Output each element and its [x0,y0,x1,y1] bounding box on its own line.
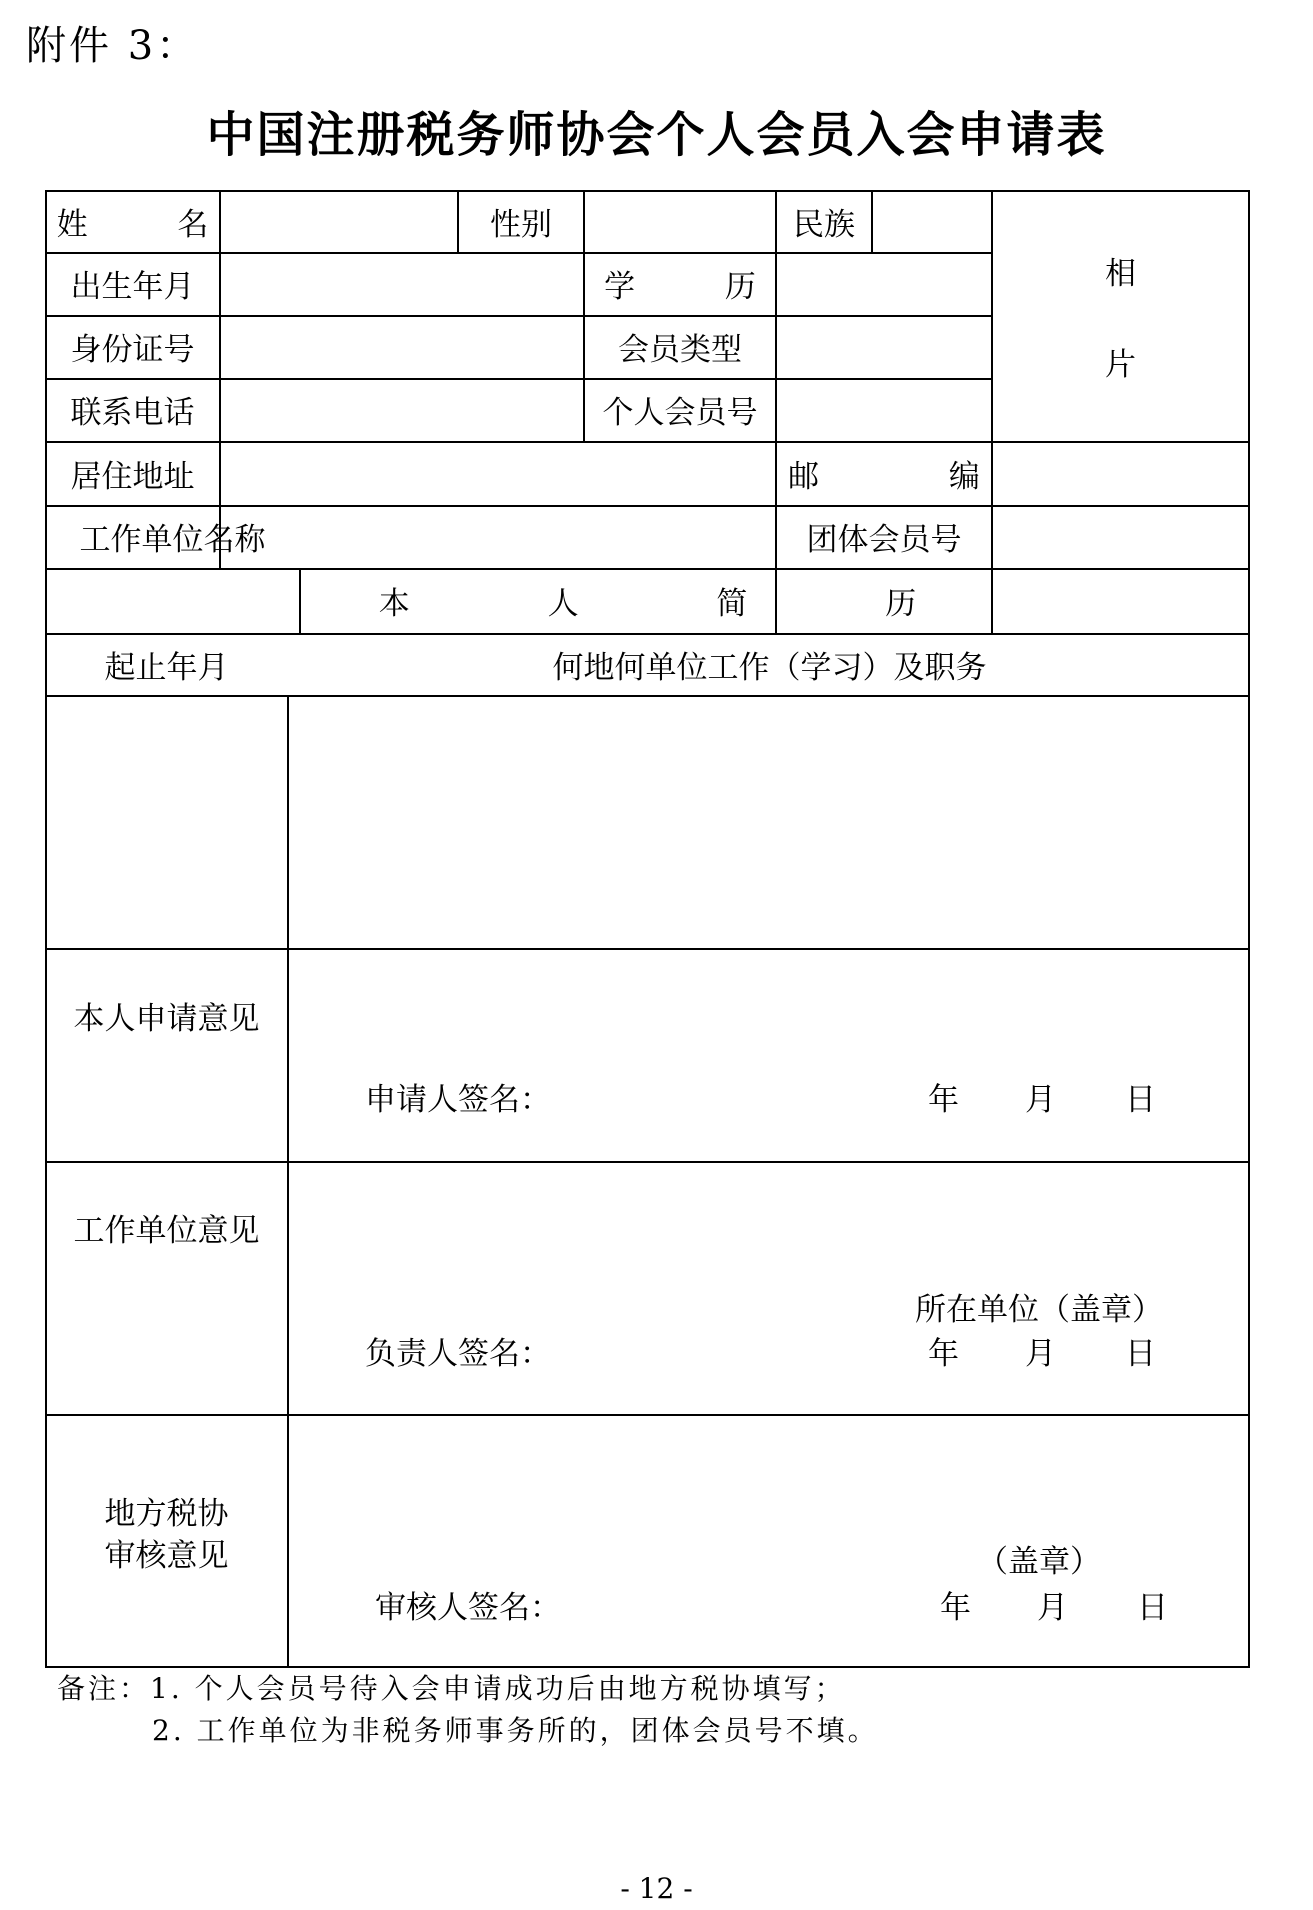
photo-label-1: 相 [1105,256,1136,292]
id-number-field[interactable] [221,317,583,378]
self-opinion-field[interactable] [289,950,1248,1161]
date-month: 月 [1025,1082,1056,1118]
education-field[interactable] [777,254,991,315]
form-title: 中国注册税务师协会个人会员入会申请表 [206,107,1107,163]
label-local-opinion [45,1490,288,1580]
local-opinion-field[interactable] [289,1416,1248,1666]
resume-period-field[interactable] [47,697,287,948]
remark-line-2: 2. 工作单位为非税务师事务所的，团体会员号不填。 [152,1714,879,1747]
date-year: 年 [928,1336,959,1372]
resume-col-period: 起止年月 [104,649,229,686]
label-name: 姓 名 [56,206,249,243]
application-form-table [45,190,1250,1668]
label-employer: 工作单位名称 [79,522,266,558]
name-field[interactable] [221,192,457,252]
employer-field[interactable] [301,507,775,568]
address-field[interactable] [221,443,775,505]
applicant-signature-label: 申请人签名： [365,1082,551,1118]
label-birth: 出生年月 [70,269,195,305]
member-type-field[interactable] [777,317,991,378]
photo-box[interactable] [993,192,1248,441]
attachment-label: 附件 3： [26,23,200,69]
gender-field[interactable] [585,192,775,252]
label-ethnicity: 民族 [793,206,855,243]
label-postcode: 邮 编 [788,458,1040,495]
photo-label-2: 片 [1105,347,1136,383]
remarks [57,1668,879,1752]
remark-line-1: 备注：1. 个人会员号待入会申请成功后由地方税协填写； [57,1672,846,1705]
label-local-opinion-line-2: 审核意见 [104,1538,229,1574]
label-address: 居住地址 [70,458,195,495]
label-employer-opinion: 工作单位意见 [73,1212,260,1249]
group-no-field[interactable] [993,507,1248,568]
resume-detail-field[interactable] [289,697,1248,948]
date-day: 日 [1125,1082,1156,1118]
date-year: 年 [940,1590,971,1626]
responsible-signature-label: 负责人签名： [365,1336,551,1372]
member-no-field[interactable] [777,380,991,441]
label-gender: 性别 [490,206,552,243]
label-local-opinion-line-1: 地方税协 [104,1496,229,1532]
resume-header: 本 人 简 历 [378,586,981,622]
reviewer-signature-label: 审核人签名： [375,1590,561,1626]
table-border-right [1248,190,1250,1668]
label-phone: 联系电话 [70,395,195,431]
employer-stamp-label: 所在单位（盖章） [915,1292,1163,1328]
ethnicity-field[interactable] [873,192,991,252]
label-id-number: 身份证号 [70,332,195,368]
date-month: 月 [1025,1336,1056,1372]
date-day: 日 [1125,1336,1156,1372]
page-number: - 12 - [620,1872,693,1905]
date-month: 月 [1037,1590,1068,1626]
resume-col-detail: 何地何单位工作（学习）及职务 [552,649,987,686]
label-group-no: 团体会员号 [806,522,962,558]
birth-field[interactable] [221,254,583,315]
date-year: 年 [928,1082,959,1118]
label-education: 学 历 [604,269,796,305]
local-stamp-label: （盖章） [977,1544,1101,1580]
postcode-field[interactable] [993,443,1248,505]
label-member-type: 会员类型 [618,332,742,368]
label-self-opinion: 本人申请意见 [73,1000,260,1037]
label-member-no: 个人会员号 [602,395,758,431]
date-day: 日 [1137,1590,1168,1626]
phone-field[interactable] [221,380,583,441]
